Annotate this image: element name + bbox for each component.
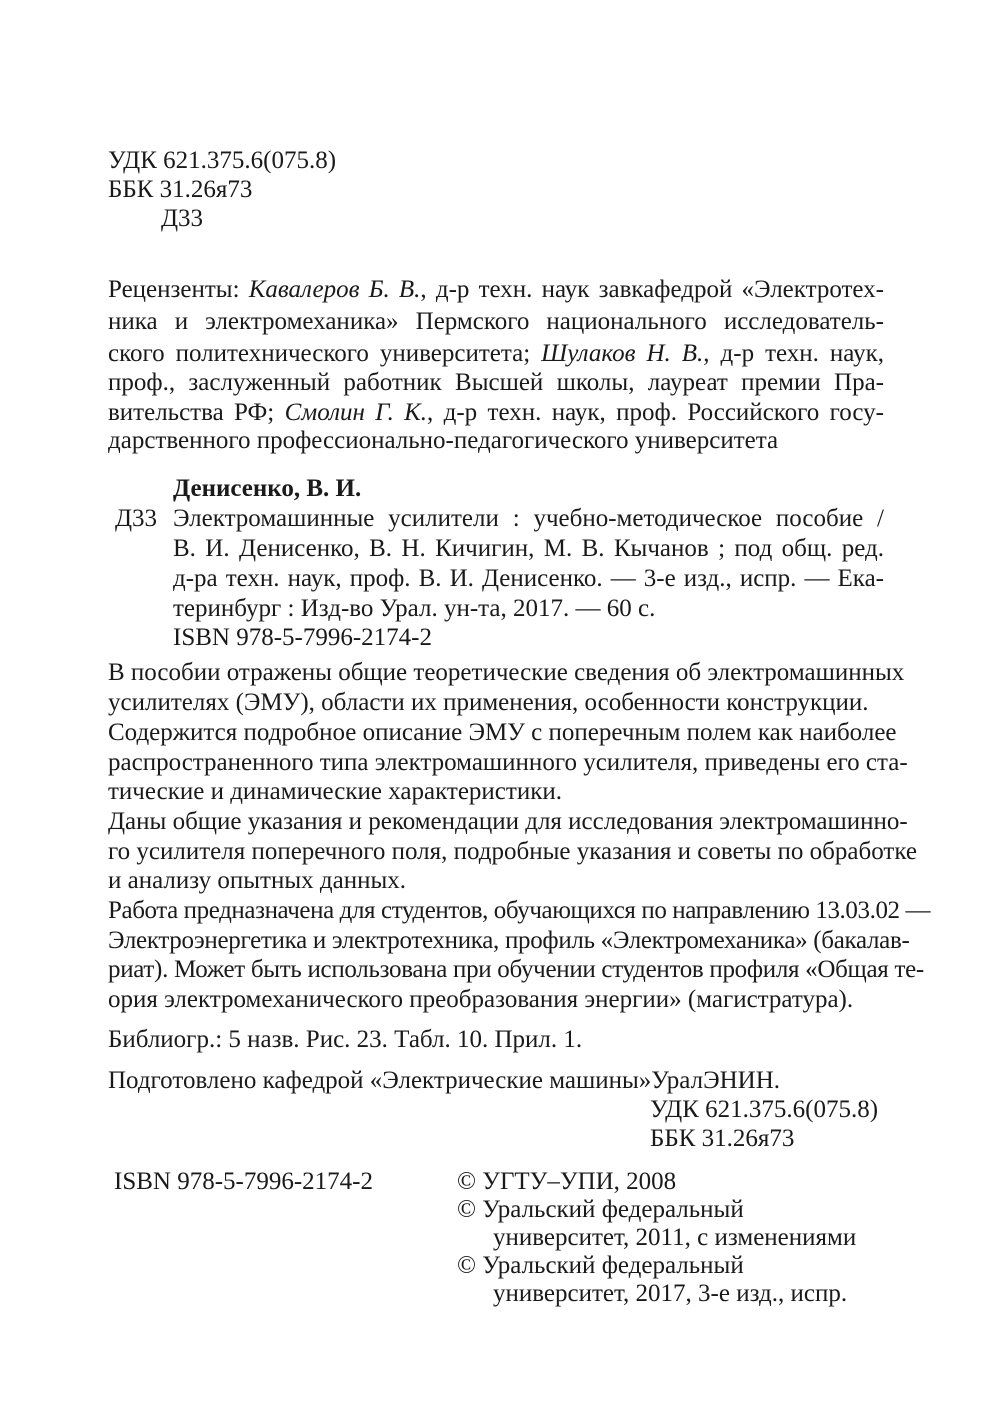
copyright-line: © Уральский федеральный [457,1252,744,1279]
reviewers-line-3: ского политехнического университета; Шулаков Н. В., д-р техн. наук, [108,340,885,367]
copyright-line: университет, 2011, с изменениями [493,1224,857,1251]
reviewers-line-6: дарственного профессионально-педагогического университета [108,427,779,454]
abstract-line: го усилителя поперечного поля, подробные указания и советы по обработке [108,838,917,865]
abstract-line: В пособии отражены общие теоретические сведения об электромашинных [108,659,905,686]
udk-code: УДК 621.375.6(075.8) [108,147,337,174]
abstract-line: тические и динамические характеристики. [108,778,562,805]
footer-udk: УДК 621.375.6(075.8) [650,1096,879,1123]
bbk-code: ББК 31.26я73 [108,176,253,203]
abstract-line: и анализу опытных данных. [108,867,407,894]
catalog-isbn: ISBN 978-5-7996-2174-2 [173,624,433,651]
reviewers-line-1: Рецензенты: Кавалеров Б. В., д-р техн. наук завкафедрой «Электротех- [108,276,885,303]
reviewer-name: Шулаков Н. В. [541,340,704,367]
copyright-line: © Уральский федеральный [457,1196,744,1223]
abstract-line: Работа предназначена для студентов, обучающихся по направлению 13.03.02 — [108,897,931,924]
catalog-line: теринбург : Изд-во Урал. ун-та, 2017. — 60 с. [173,595,656,622]
prepared-note: Подготовлено кафедрой «Электрические машины»УралЭНИН. [108,1067,780,1094]
catalog-line: В. И. Денисенко, В. Н. Кичигин, М. В. Кычанов ; под общ. ред. [173,535,884,562]
abstract-line: Содержится подробное описание ЭМУ с поперечным полем как наиболее [108,719,897,746]
reviewers-label: Рецензенты: [108,276,240,303]
abstract-line: усилителях (ЭМУ), области их применения, особенности конструкции. [108,689,869,716]
reviewers-line-2: ника и электромеханика» Пермского национального исследователь- [108,308,884,335]
abstract-line: распространенного типа электромашинного усилителя, приведены его ста- [108,749,908,776]
footer-isbn: ISBN 978-5-7996-2174-2 [114,1168,374,1195]
copyright-line: университет, 2017, 3-е изд., испр. [493,1280,848,1307]
catalog-mark: Д33 [115,505,158,532]
catalog-line: Электромашинные усилители : учебно-методическое пособие / [173,505,884,532]
footer-bbk: ББК 31.26я73 [650,1125,795,1152]
copyright-line: © УГТУ–УПИ, 2008 [457,1168,677,1195]
catalog-author: Денисенко, В. И. [173,475,362,502]
abstract-line: Даны общие указания и рекомендации для исследования электромашинно- [108,808,908,835]
reviewer-name: Смолин Г. К. [284,399,428,426]
abstract-line: ория электромеханического преобразования энергии» (магистратура). [108,986,854,1013]
abstract-line: Электроэнергетика и электротехника, профиль «Электромеханика» (бакалав- [108,927,910,954]
author-mark: Д33 [161,205,204,232]
catalog-line: д-ра техн. наук, проф. В. И. Денисенко. — 3-е изд., испр. — Ека- [173,565,884,592]
abstract-line: риат). Может быть использована при обучении студентов профиля «Общая те- [108,956,924,983]
reviewer-name: Кавалеров Б. В. [248,276,421,303]
reviewers-line-4: проф., заслуженный работник Высшей школы, лауреат премии Пра- [108,369,884,396]
bibliography-note: Библиогр.: 5 назв. Рис. 23. Табл. 10. Прил. 1. [108,1026,583,1053]
reviewers-line-5: вительства РФ; Смолин Г. К., д-р техн. наук, проф. Российского госу- [108,399,884,426]
